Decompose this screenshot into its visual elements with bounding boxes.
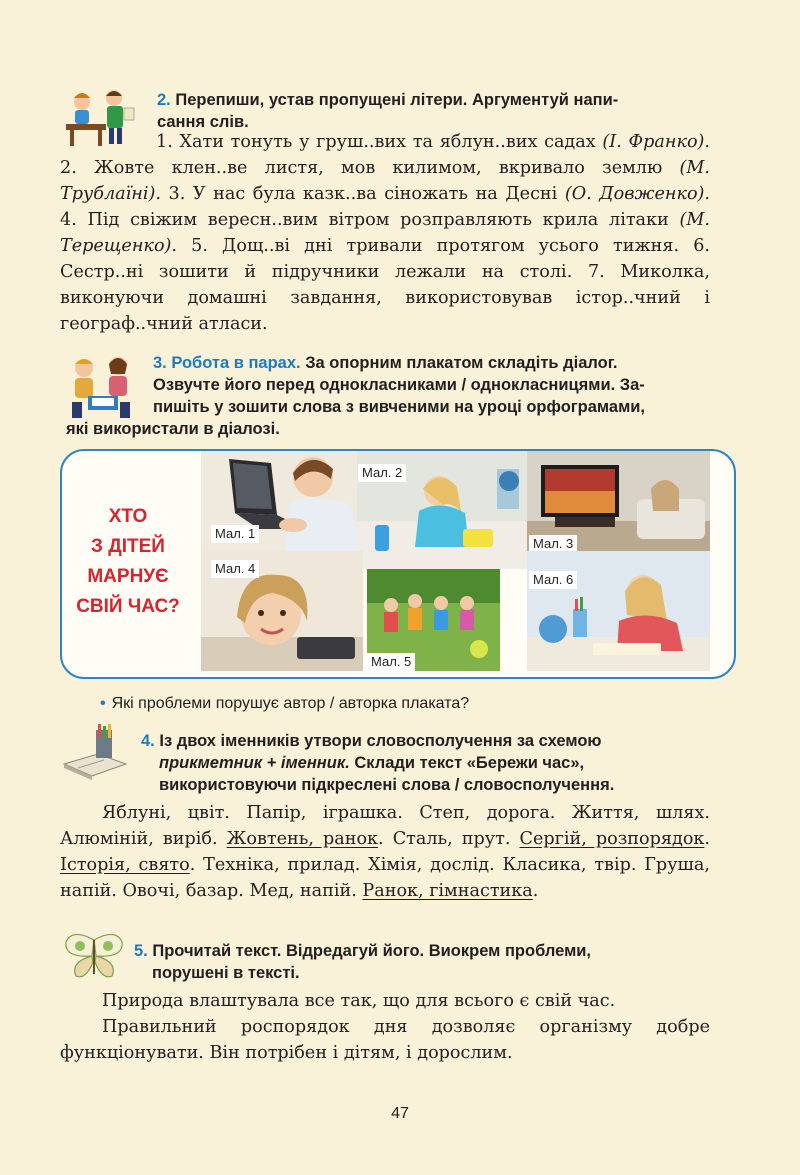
caption-photo-6: Мал. 6	[529, 571, 577, 589]
underlined-pair: Жовтень, ранок	[226, 829, 379, 849]
poster-question-item	[100, 694, 469, 714]
word-pairs: .	[532, 881, 539, 901]
exercise-4-instruction	[141, 730, 731, 796]
butterfly-icon	[62, 932, 126, 980]
word-pairs: .	[704, 829, 710, 849]
underlined-pair: Сергій, розпорядок	[519, 829, 705, 849]
scheme: прикметник + іменник.	[159, 754, 350, 772]
exercise-2-instruction	[157, 89, 717, 133]
instruction-line: сання слів.	[157, 113, 249, 131]
word-pairs: Яблуні, цвіт. Папір, іграшка. Степ, дорога. Життя, шлях. Алюміній, виріб.	[60, 803, 710, 849]
underlined-pair: Історія, свято	[60, 855, 190, 875]
caption-photo-4: Мал. 4	[211, 560, 259, 578]
poster-line: З ДІТЕЙ	[91, 536, 165, 557]
sentence-4: 4. Під свіжим вересн..вим вітром розправляють крила літаки	[60, 210, 680, 230]
exercise-4-word-pairs	[60, 800, 710, 904]
poster-question	[68, 502, 188, 622]
caption-photo-2: Мал. 2	[358, 464, 406, 482]
word-pairs: . Сталь, прут.	[378, 829, 520, 849]
exercise-number: 5.	[134, 942, 148, 960]
author-2: (М. Трублаїні).	[60, 158, 710, 204]
instruction-line: використовуючи підкреслені слова / словосполучення.	[159, 776, 615, 794]
word-pairs: . Техніка, прилад. Хімія, дослід. Класика, твір. Груша, напій. Овочі, базар. Мед, напій.	[60, 855, 710, 901]
instruction-line: пишіть у зошити слова з вивченими на уроці орфограмами,	[153, 398, 646, 416]
instruction-line: Перепиши, устав пропущені літери. Аргументуй напи-	[175, 91, 619, 109]
author-4: (М. Терещенко).	[60, 210, 710, 256]
paragraph: Правильний роспорядок дня дозволяє організму добре функціонувати. Він потрібен і дітям, і дорослим.	[60, 1017, 710, 1063]
instruction-line: Озвучте його перед однокласниками / однокласницями. За-	[153, 376, 645, 394]
instruction-line: За опорним плакатом складіть діалог.	[305, 354, 618, 372]
author-1: (І. Франко).	[602, 132, 711, 152]
poster-line: МАРНУЄ	[87, 566, 169, 587]
question-text: Які проблеми порушує автор / авторка плаката?	[111, 695, 470, 712]
caption-photo-5: Мал. 5	[367, 653, 415, 671]
caption-photo-3: Мал. 3	[529, 535, 577, 553]
page-number: 47	[391, 1105, 409, 1122]
sentences-5-7: 5. Дощ..ві дні тривали протягом усього тижня. 6. Сестр..ні зошити й підручники лежали на столі. 7. Миколка, виконуючи домашні завдання, використовував істор..чний і географ..чний атласи.	[60, 236, 710, 334]
bullet: •	[100, 695, 106, 712]
exercise-3-instruction	[66, 352, 726, 440]
exercise-number: 3. Робота в парах.	[153, 354, 301, 372]
exercise-2-text	[60, 129, 710, 337]
notebook-pencils-icon	[58, 724, 130, 786]
sentence-2: 2. Жовте клен..ве листя, мов килимом, вкривало землю	[60, 158, 680, 178]
photo-girl-drawing	[527, 551, 710, 671]
poster-line: ХТО	[108, 506, 148, 527]
underlined-pair: Ранок, гімнастика	[362, 881, 533, 901]
exercise-5-text	[60, 988, 710, 1066]
exercise-number: 2.	[157, 91, 171, 109]
sentence-1: 1. Хати тонуть у груш..вих та яблун..вих садах	[156, 132, 596, 152]
caption-photo-1: Мал. 1	[211, 525, 259, 543]
exercise-number: 4.	[141, 732, 155, 750]
sentence-3: 3. У нас була казк..ва сіножать на Десні	[160, 184, 565, 204]
instruction-line: які використали в діалозі.	[66, 420, 280, 438]
instruction-line: порушені в тексті.	[152, 964, 300, 982]
instruction-line: Прочитай текст. Відредагуй його. Виокрем проблеми,	[152, 942, 592, 960]
instruction-line: Із двох іменників утвори словосполучення за схемою	[159, 732, 602, 750]
exercise-5-instruction	[134, 940, 724, 984]
poster-line: СВІЙ ЧАС?	[76, 596, 180, 617]
paragraph: Природа влаштувала все так, що для всього є свій час.	[102, 991, 616, 1011]
author-3: (О. Довженко).	[564, 184, 711, 204]
instruction-line: Склади текст «Бережи час»,	[349, 754, 585, 772]
